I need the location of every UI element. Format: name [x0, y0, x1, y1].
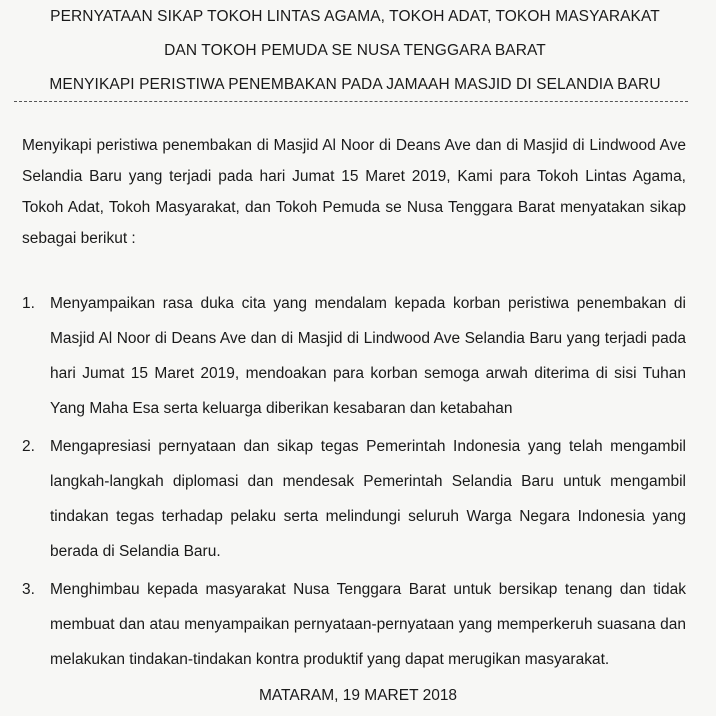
- place-date-line: MATARAM, 19 MARET 2018: [258, 687, 458, 704]
- list-item: [22, 429, 686, 569]
- list-item-text: Mengapresiasi pernyataan dan sikap tegas Pemerintah Indonesia yang telah mengambil langkah-langkah diplomasi dan mendesak Pemerintah Selandia Baru untuk mengambil tindakan tegas terhadap pelaku serta melindungi seluruh Warga Negara Indonesia yang berada di Selandia Baru.: [50, 438, 686, 560]
- heading-line-2: DAN TOKOH PEMUDA SE NUSA TENGGARA BARAT: [164, 42, 546, 59]
- list-item-number: 1.: [22, 295, 35, 312]
- heading-divider: [14, 101, 688, 102]
- list-item: [22, 286, 686, 426]
- heading-line-1: PERNYATAAN SIKAP TOKOH LINTAS AGAMA, TOKOH ADAT, TOKOH MASYARAKAT: [50, 8, 660, 25]
- heading-line-3: MENYIKAPI PERISTIWA PENEMBAKAN PADA JAMAAH MASJID DI SELANDIA BARU: [49, 76, 661, 93]
- list-item-text: Menghimbau kepada masyarakat Nusa Tenggara Barat untuk bersikap tenang dan tidak membuat dan atau menyampaikan pernyataan-pernyataan yang memperkeruh suasana dan melakukan tindakan-tindakan kontra produktif yang dapat merugikan masyarakat.: [50, 581, 686, 668]
- statement-list: [22, 286, 686, 677]
- list-item-number: 2.: [22, 438, 35, 455]
- document-heading: [22, 0, 688, 102]
- list-item: [22, 572, 686, 677]
- list-item-number: 3.: [22, 581, 35, 598]
- list-item-text: Menyampaikan rasa duka cita yang mendalam kepada korban peristiwa penembakan di Masjid Al Noor di Deans Ave dan di Masjid di Lindwood Ave Selandia Baru yang terjadi pada hari Jumat 15 Maret 2019, mendoakan para korban semoga arwah diterima di sisi Tuhan Yang Maha Esa serta keluarga diberikan kesabaran dan ketabahan: [50, 295, 686, 417]
- intro-paragraph: Menyikapi peristiwa penembakan di Masjid Al Noor di Deans Ave dan di Masjid di Lindwood Ave Selandia Baru yang terjadi pada hari Jumat 15 Maret 2019, Kami para Tokoh Lintas Agama, Tokoh Adat, Tokoh Masyarakat, dan Tokoh Pemuda se Nusa Tenggara Barat menyatakan sikap sebagai berikut :: [22, 137, 686, 247]
